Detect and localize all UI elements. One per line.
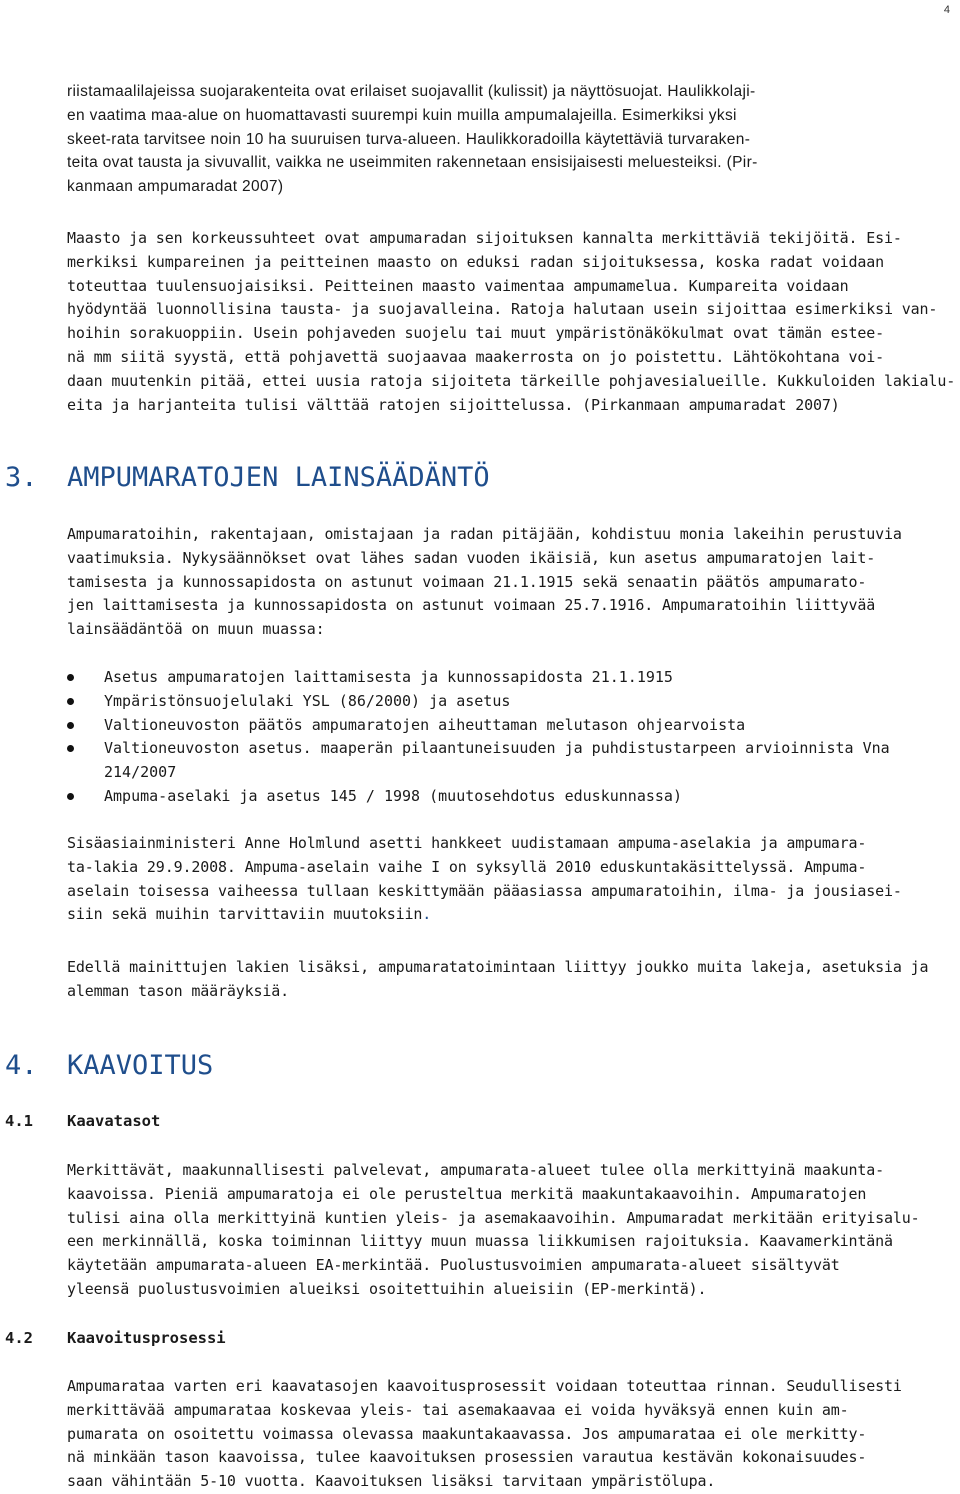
list-item: Valtioneuvoston asetus. maaperän pilaantuneisuuden ja puhdistustarpeen arvioinnista Vna 214/2007 <box>67 737 947 785</box>
bullet-icon <box>67 793 74 800</box>
text-line: saan vähintään 5-10 vuotta. Kaavoituksen lisäksi tarvitaan ympäristölupa. <box>67 1472 716 1491</box>
section-number: 3. <box>5 462 38 493</box>
section-number: 4. <box>5 1050 38 1081</box>
list-item: Ympäristönsuojelulaki YSL (86/2000) ja asetus <box>67 690 947 714</box>
intro-paragraph <box>67 80 947 199</box>
text-line: daan muutenkin pitää, ettei uusia ratoja sijoiteta tärkeille pohjavesialueille. Kukkuloiden lakialu- <box>67 371 956 390</box>
subsection-title: Kaavoitusprosessi <box>67 1329 226 1347</box>
list-item: Asetus ampumaratojen laittamisesta ja kunnossapidosta 21.1.1915 <box>67 666 947 690</box>
subsection-4-2-heading <box>5 1329 226 1347</box>
text-line: teita ovat tausta ja sivuvallit, vaikka ne useimmiten rakennetaan ensisijaisesti meluesteiksi. (Pir- <box>67 154 758 172</box>
subsection-4-1-paragraph <box>67 1159 947 1302</box>
list-item: Valtioneuvoston päätös ampumaratojen aiheuttaman melutason ohjearvoista <box>67 714 947 738</box>
other-laws-paragraph <box>67 956 947 1004</box>
trailing-period: . <box>422 905 432 924</box>
subsection-title: Kaavatasot <box>67 1112 161 1130</box>
text-line: en vaatima maa-alue on huomattavasti suurempi kuin muilla ampumalajeilla. Esimerkiksi yksi <box>67 106 737 124</box>
subsection-number: 4.2 <box>5 1329 33 1347</box>
subsection-number: 4.1 <box>5 1112 33 1130</box>
subsection-4-1-heading <box>5 1112 160 1130</box>
text-line: jen laittamisesta ja kunnossapidosta on astunut voimaan 25.7.1916. Ampumaratoihin liittyvää <box>67 596 876 615</box>
subsection-4-2-paragraph <box>67 1375 947 1494</box>
text-line: aselain toisessa vaiheessa tullaan keskittymään pääasiassa ampumaratoihin, ilma- ja jousiasei- <box>67 881 902 900</box>
text-line: Edellä mainittujen lakien lisäksi, ampumaratatoimintaan liittyy joukko muita lakeja, asetuksia ja <box>67 958 929 976</box>
text-line: alemman tason määräyksiä. <box>67 981 290 1000</box>
text-line: tamisesta ja kunnossapidosta on astunut voimaan 21.1.1915 sekä senaatin päätös ampumarato- <box>67 572 867 591</box>
terrain-paragraph <box>67 227 956 417</box>
text-line: hyödyntää luonnollisina tausta- ja suojavalleina. Ratoja halutaan usein sijoittaa esimerkiksi van- <box>67 300 938 319</box>
text-line: kanmaan ampumaradat 2007) <box>67 178 284 196</box>
text-line: kaavoissa. Pieniä ampumaratoja ei ole perusteltua merkitä maakuntakaavoihin. Ampumaratojen <box>67 1184 867 1203</box>
section-3-heading <box>5 462 490 493</box>
text-line: nä mm siitä syystä, että pohjavettä suojaavaa maakerrosta on jo poistettu. Lähtökohtana voi- <box>67 347 885 366</box>
list-item: Ampuma-aselaki ja asetus 145 / 1998 (muutosehdotus eduskunnassa) <box>67 785 947 809</box>
bullet-icon <box>67 722 74 729</box>
text-line: tulisi aina olla merkittyinä kuntien yleis- ja asemakaavoihin. Ampumaradat merkitään erityisalu- <box>67 1208 920 1227</box>
text-line: Merkittävät, maakunnallisesti palvelevat, ampumarata-alueet tulee olla merkittyinä maakunta- <box>67 1161 885 1179</box>
text-line: nä minkään tason kaavoissa, tulee kaavoituksen prosessien varautua kestävän kokonaisuudes- <box>67 1448 867 1467</box>
law-list <box>67 666 947 809</box>
text-line: eita ja harjanteita tulisi välttää ratojen sijoittelussa. (Pirkanmaan ampumaradat 2007) <box>67 395 840 414</box>
text-line: yleensä puolustusvoimien alueiksi osoitettuihin alueisiin (EP-merkintä). <box>67 1279 707 1298</box>
text-line: hoihin sorakuoppiin. Usein pohjaveden suojelu tai muut ympäristönäkökulmat ovat tämän estee- <box>67 324 885 343</box>
text-line: lainsäädäntöä on muun muassa: <box>67 620 325 639</box>
text-line: skeet-rata tarvitsee noin 10 ha suuruisen turva-alueen. Haulikkoradoilla käytettäviä turvaraken- <box>67 130 751 148</box>
text-line: riistamaalilajeissa suojarakenteita ovat erilaiset suojavallit (kulissit) ja näyttösuojat. Haulikkolaji- <box>67 83 756 100</box>
text-line: merkittävää ampumarataa koskevaa yleis- tai asemakaavaa ei voida hyväksyä ennen kuin am- <box>67 1400 849 1419</box>
section-4-heading <box>5 1050 213 1081</box>
section-title: KAAVOITUS <box>67 1050 214 1081</box>
text-line: een merkinnällä, koska toiminnan liittyy muun muassa liikkumisen rajoituksia. Kaavamerkintänä <box>67 1232 893 1251</box>
section-title: AMPUMARATOJEN LAINSÄÄDÄNTÖ <box>67 462 490 493</box>
bullet-icon <box>67 674 74 681</box>
bullet-icon <box>67 745 74 752</box>
text-line: käytetään ampumarata-alueen EA-merkintää. Puolustusvoimien ampumarata-alueet sisältyvät <box>67 1256 840 1275</box>
text-line: ta-lakia 29.9.2008. Ampuma-aselain vaihe I on syksyllä 2010 eduskuntakäsittelyssä. Ampuma- <box>67 857 867 876</box>
text-line: vaatimuksia. Nykysäännökset ovat lähes sadan vuoden ikäisiä, kun asetus ampumaratojen lait- <box>67 548 876 567</box>
page-number: 4 <box>943 4 950 16</box>
text-line: merkiksi kumpareinen ja peitteinen maasto on eduksi radan sijoituksessa, koska radat voidaan <box>67 252 885 271</box>
text-line: siin sekä muihin tarvittaviin muutoksiin <box>67 905 423 924</box>
text-line: pumarata on osoitettu voimassa olevassa maakuntakaavassa. Jos ampumarataa ei ole merkitty- <box>67 1424 867 1443</box>
minister-paragraph <box>67 832 947 927</box>
text-line: Ampumaratoihin, rakentajaan, omistajaan ja radan pitäjään, kohdistuu monia lakeihin perustuvia <box>67 525 902 543</box>
text-line: Sisäasiainministeri Anne Holmlund asetti hankkeet uudistamaan ampuma-aselakia ja ampumara- <box>67 834 867 852</box>
section-3-paragraph <box>67 523 947 642</box>
bullet-icon <box>67 698 74 705</box>
text-line: Maasto ja sen korkeussuhteet ovat ampumaradan sijoituksen kannalta merkittäviä tekijöitä. Esi- <box>67 229 902 247</box>
text-line: toteuttaa tuulensuojaisiksi. Peitteinen maasto vaimentaa ampumamelua. Kumpareita voidaan <box>67 276 849 295</box>
text-line: Ampumarataa varten eri kaavatasojen kaavoitusprosessit voidaan toteuttaa rinnan. Seudullisesti <box>67 1377 902 1395</box>
